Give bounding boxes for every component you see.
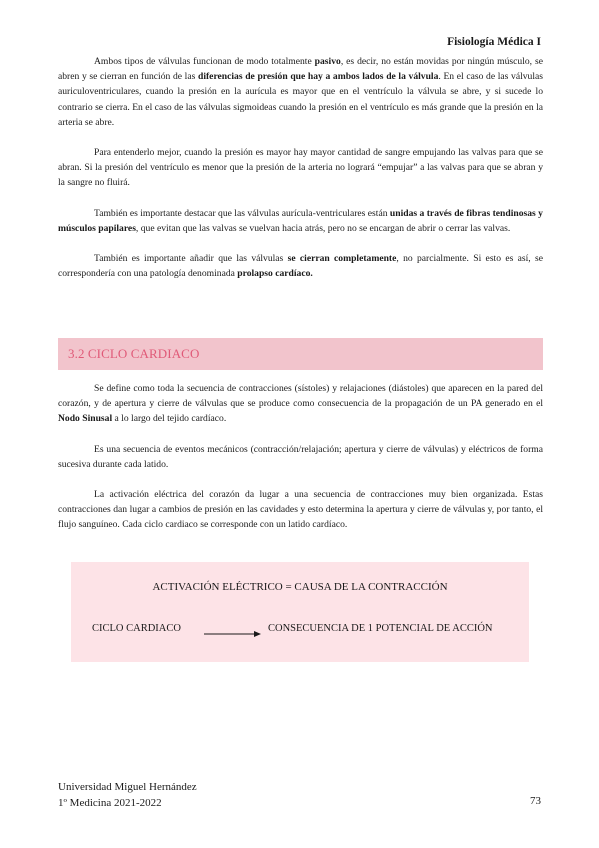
summary-box-left: CICLO CARDIACO: [92, 623, 181, 634]
paragraph: [58, 145, 543, 191]
text-run: La activación eléctrica del corazón da lugar a una secuencia de contracciones muy bien organizada. Estas contracciones dan lugar a cambios de presión en las cavidades y esto determina la apertura y cierre de válvulas y, por tanto, el flujo sanguíneo. Cada ciclo cardiaco se corresponde con un latido cardíaco.: [58, 489, 543, 531]
page-footer: [58, 779, 197, 811]
bold-text: pasivo: [314, 56, 341, 67]
bold-text: diferencias de presión que hay a ambos lados de la válvula: [197, 71, 439, 83]
text-run: . En el caso de las válvulas auriculoventriculares, cuando la presión en la aurícula es mayor que en el ventrículo la válvula se abre, y si sucede lo contrario se cierra. En el caso de las válvulas sigmoideas cuando la presión en el ventrículo es más grande que la presión en la arteria se abre.: [58, 71, 543, 128]
bold-text: Nodo Sinusal: [58, 413, 113, 425]
summary-box-right: CONSECUENCIA DE 1 POTENCIAL DE ACCIÓN: [268, 623, 493, 634]
text-run: Ambos tipos de válvulas funcionan de modo totalmente: [94, 56, 315, 67]
section-banner: [58, 338, 543, 370]
text-run: Se define como toda la secuencia de contracciones (sístoles) y relajaciones (diástoles) que aparecen en la pared del corazón, y de apertura y cierre de válvulas que se produce como consecuencia de la propagación de un PA generado en el: [58, 383, 543, 410]
paragraph: [58, 442, 543, 472]
page-header: Fisiología Médica I: [447, 36, 541, 48]
bold-text: unidas a través de fibras tendinosas y músculos papilares: [58, 207, 543, 234]
text-run: , no parcialmente. Si esto es así, se correspondería con una patología denominada: [58, 253, 543, 280]
paragraph: [58, 251, 543, 281]
page-number: 73: [530, 795, 541, 807]
bold-text: se cierran completamente: [287, 253, 397, 265]
text-run: , que evitan que las valvas se vuelvan hacia atrás, pero no se encargan de abrir o cerrar las valvas.: [135, 222, 511, 234]
text-run: a lo largo del tejido cardíaco.: [112, 413, 227, 425]
body-text-top: [58, 54, 543, 281]
bold-text: prolapso cardíaco.: [237, 268, 313, 280]
summary-box: [71, 562, 529, 662]
body-text-bottom: [58, 381, 543, 533]
right-arrow-icon: [204, 625, 262, 643]
text-run: También es importante destacar que las válvulas aurícula-ventriculares están: [94, 207, 390, 219]
text-run: También es importante añadir que las válvulas: [94, 253, 288, 265]
text-run: Es una secuencia de eventos mecánicos (contracción/relajación; apertura y cierre de válvulas) y eléctricos de forma sucesiva durante cada latido.: [58, 443, 543, 470]
text-run: Para entenderlo mejor, cuando la presión es mayor hay mayor cantidad de sangre empujando las valvas para que se abran. Si la presión del ventrículo es menor que la presión de la arteria no logrará “empujar” a las valvas para que se abran y la sangre no fluirá.: [58, 147, 543, 189]
text-run: , es decir, no están movidas por ningún músculo, se abren y se cierran en función de las: [58, 56, 543, 83]
footer-university: Universidad Miguel Hernández: [58, 781, 197, 793]
paragraph: [58, 206, 543, 236]
paragraph: [58, 381, 543, 427]
paragraph: [58, 487, 543, 533]
footer-course: 1º Medicina 2021-2022: [58, 797, 162, 809]
paragraph: [58, 54, 543, 130]
summary-box-title: ACTIVACIÓN ELÉCTRICO = CAUSA DE LA CONTRACCIÓN: [152, 581, 448, 593]
section-title: 3.2 CICLO CARDIACO: [68, 346, 200, 361]
